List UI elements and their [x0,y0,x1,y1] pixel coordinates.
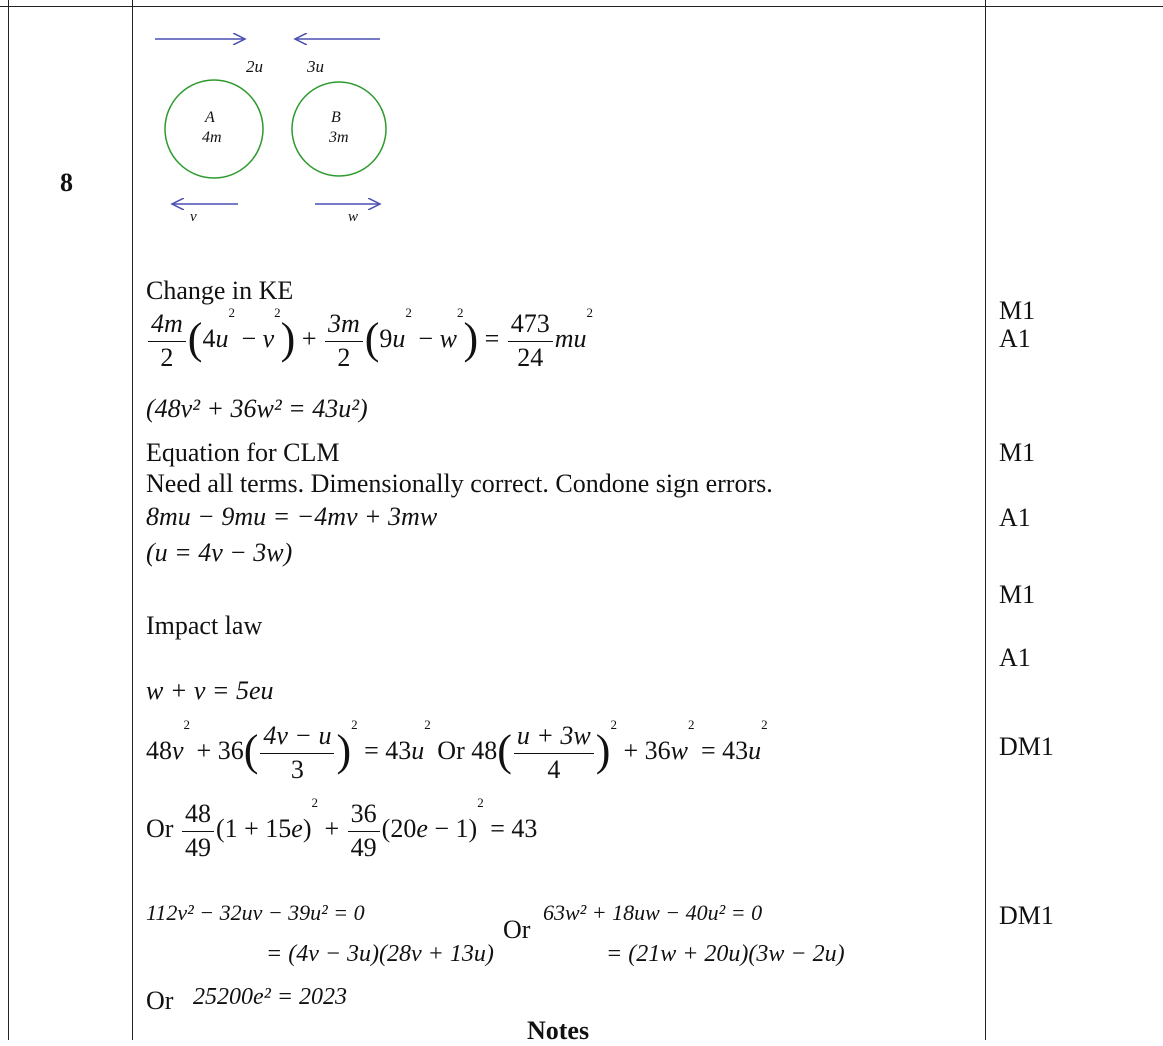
ke-heading: Change in KE [146,276,294,305]
ball-b-speed-before: 3u [307,57,324,76]
or-1: Or [437,736,465,766]
e-substitution-equation: Or $\frac{48}{49}$ $(1 + 15e)^2$ + $\frac{36}{49}$ $(20e - 1)^2 = 43$ [146,795,538,862]
quadratic-w-line1: 63w² + 18uw − 40u² = 0 [543,900,763,925]
quadratic-v-line1: 112v² − 32uv − 39u² = 0 [146,900,365,925]
question-number: 8 [60,168,73,197]
e-equation: 25200e² = 2023 [193,984,348,1010]
quadratic-w-line2: = (21w + 20u)(3w − 2u) [606,941,845,967]
ke-rhs-denominator: 24 [517,342,544,372]
ke-rhs-numerator: 473 [508,310,553,342]
substitution-equation: $48v^2 + 36$( $\frac{4v - u}{3}$ )$^2 = 43u^2$ Or 48( $\frac{u + 3w}{4}$ )$^2 + 36w^2 = 43u^2$ [146,717,768,784]
ball-a-mass: 4m [202,129,222,146]
mark-substitution: DM1 [999,732,1054,761]
impact-heading: Impact law [146,611,263,640]
table-border-question [132,0,133,1040]
ball-a-speed-after: v [190,209,197,225]
clm-simplified: (u = 4v − 3w) [146,538,293,567]
ball-b-mass: 3m [329,129,349,146]
mark-clm-method: M1 [999,438,1036,467]
clm-equation: 8mu − 9mu = −4mv + 3mw [146,502,438,531]
or-2: Or [146,814,174,844]
ke-equation: $\frac{4m}{2}$ $(4u^2 - v^2)$ + $\frac{3m}{2}$ $(9u^2 - w^2)$ = $\frac{473}{24}$ $mu^2$ [146,310,593,372]
table-border-left [8,0,9,1040]
mark-quadratic: DM1 [999,901,1054,930]
quadratic-v-line2: = (4v − 3u)(28v + 13u) [266,941,494,967]
clm-note: Need all terms. Dimensionally correct. Condone sign errors. [146,469,773,498]
mark-impact-method: M1 [999,580,1036,609]
mark-impact-accuracy: A1 [999,643,1031,672]
or-3: Or [503,915,531,944]
ball-b-label: B [331,109,341,126]
mark-ke-accuracy: A1 [999,324,1031,353]
or-4: Or [146,986,174,1015]
ball-b-speed-after: w [348,209,359,225]
ke-simplified: (48v² + 36w² = 43u²) [146,394,368,423]
table-row-border-top [0,6,1163,7]
mark-clm-accuracy: A1 [999,503,1031,532]
mark-ke-method: M1 [999,296,1036,325]
notes-heading: Notes [527,1016,590,1045]
impact-equation: w + v = 5eu [146,676,274,705]
table-border-marks [985,0,986,1040]
clm-heading: Equation for CLM [146,438,340,467]
ball-a-label: A [205,109,215,126]
ball-a-speed-before: 2u [246,57,263,76]
